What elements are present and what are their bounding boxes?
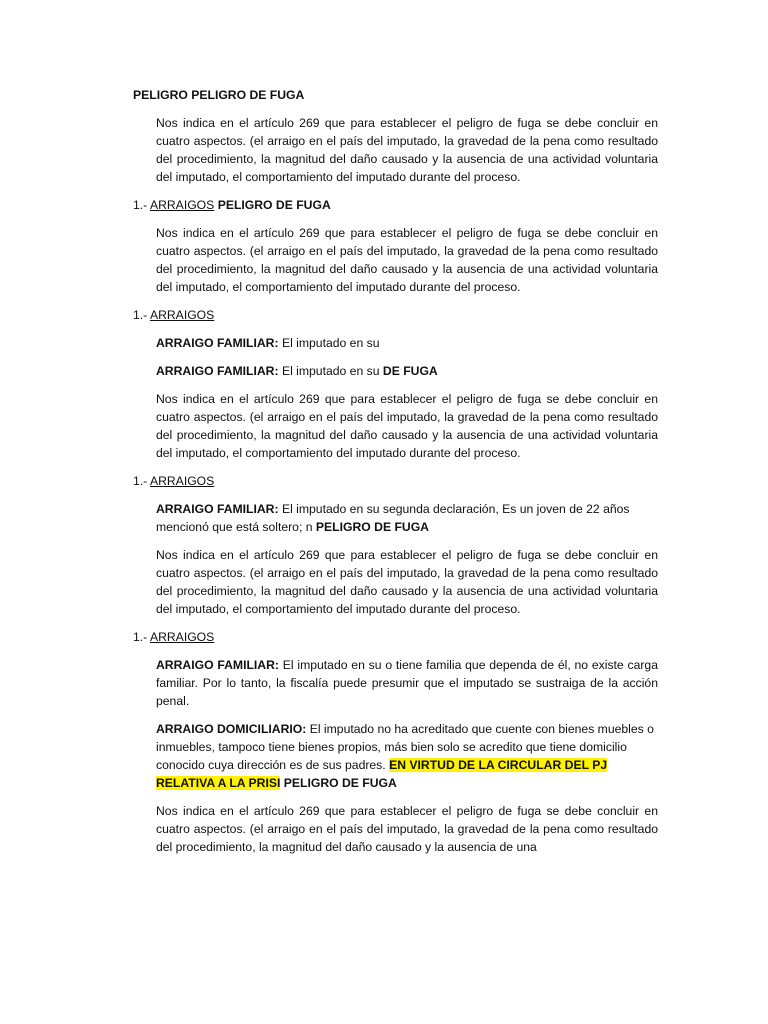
page-title: PELIGRO PELIGRO DE FUGA: [133, 88, 305, 102]
paragraph-1: Nos indica en el artículo 269 que para establecer el peligro de fuga se debe concluir en cuatro aspectos. (el arraigo en el país del imputado, la gravedad de la pena como resultado del procedimiento, la magnitud del daño causado y la ausencia de una actividad voluntaria del imputado, el comportamiento del imputado durante del proceso.: [156, 116, 658, 184]
section-1-heading: 1.- ARRAIGOS PELIGRO DE FUGA: [133, 198, 331, 212]
arraigo-familiar-4: ARRAIGO FAMILIAR: El imputado en su o tiene familia que dependa de él, no existe carga familiar. Por lo tanto, la fiscalía puede presumir que el imputado se sustraiga de la acción penal.: [156, 658, 658, 708]
section-2-heading: 1.- ARRAIGOS: [133, 308, 215, 322]
arraigo-familiar-3: ARRAIGO FAMILIAR: El imputado en su segunda declaración, Es un joven de 22 años mencionó que está soltero; n PELIGRO DE FUGA: [156, 502, 630, 534]
paragraph-3: Nos indica en el artículo 269 que para establecer el peligro de fuga se debe concluir en cuatro aspectos. (el arraigo en el país del imputado, la gravedad de la pena como resultado del procedimiento, la magnitud del daño causado y la ausencia de una actividad voluntaria del imputado, el comportamiento del imputado durante del proceso.: [156, 392, 658, 460]
paragraph-4: Nos indica en el artículo 269 que para establecer el peligro de fuga se debe concluir en cuatro aspectos. (el arraigo en el país del imputado, la gravedad de la pena como resultado del procedimiento, la magnitud del daño causado y la ausencia de una actividad voluntaria del imputado, el comportamiento del imputado durante del proceso.: [156, 548, 658, 616]
arraigo-familiar-2: ARRAIGO FAMILIAR: El imputado en su DE FUGA: [156, 364, 438, 378]
section-4-heading: 1.- ARRAIGOS: [133, 630, 215, 644]
paragraph-5: Nos indica en el artículo 269 que para establecer el peligro de fuga se debe concluir en cuatro aspectos. (el arraigo en el país del imputado, la gravedad de la pena como resultado del procedimiento, la magnitud del daño causado y la ausencia de una: [156, 804, 658, 854]
arraigo-domiciliario: ARRAIGO DOMICILIARIO: El imputado no ha acreditado que cuente con bienes muebles o inmuebles, tampoco tiene bienes propios, más bien solo se acredito que tiene domicilio conocido cuya dirección es de sus padres. EN VIRTUD DE LA CIRCULAR DEL PJ RELATIVA A LA PRISI PELIGRO DE FUGA: [156, 722, 654, 790]
highlighted-text: EN VIRTUD DE LA CIRCULAR DEL PJ RELATIVA A LA PRISI: [156, 758, 608, 790]
paragraph-2: Nos indica en el artículo 269 que para establecer el peligro de fuga se debe concluir en cuatro aspectos. (el arraigo en el país del imputado, la gravedad de la pena como resultado del procedimiento, la magnitud del daño causado y la ausencia de una actividad voluntaria del imputado, el comportamiento del imputado durante del proceso.: [156, 226, 658, 294]
section-3-heading: 1.- ARRAIGOS: [133, 474, 215, 488]
arraigo-familiar-1: ARRAIGO FAMILIAR: El imputado en su: [156, 336, 380, 350]
document-content: [133, 86, 658, 866]
